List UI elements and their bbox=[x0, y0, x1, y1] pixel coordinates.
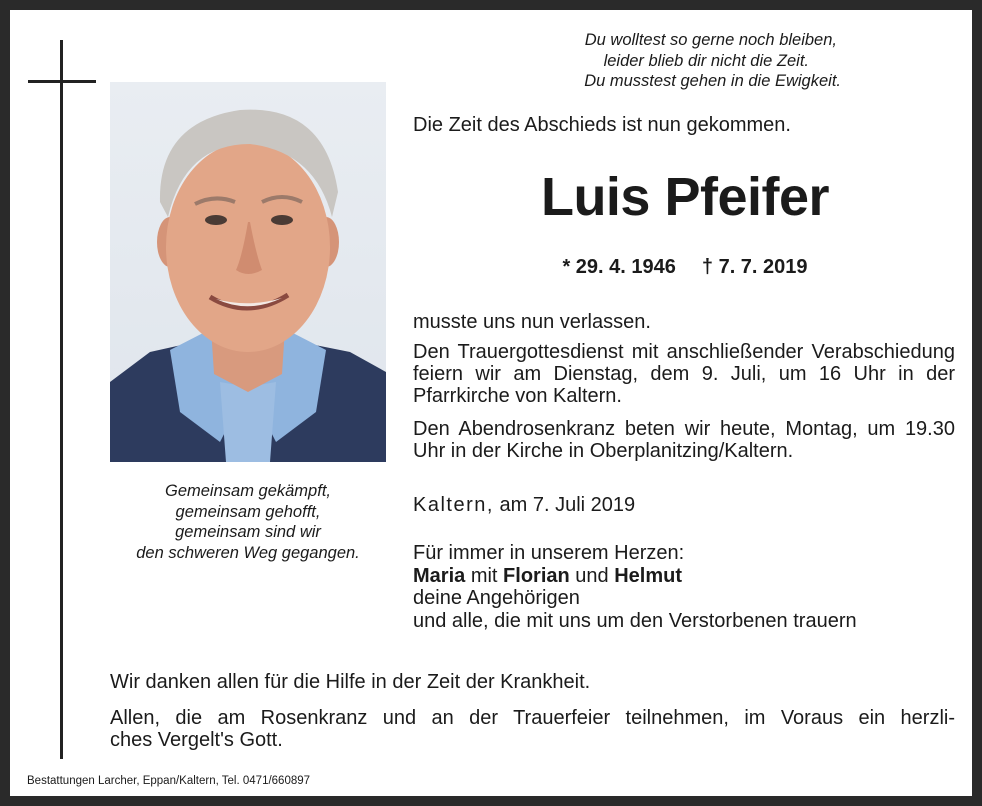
family-names bbox=[413, 565, 857, 588]
funeral-home-footer: Bestattungen Larcher, Eppan/Kaltern, Tel. 0471/660897 bbox=[27, 775, 311, 787]
family-relatives: deine Angehörigen bbox=[413, 587, 580, 609]
caption-line: gemeinsam sind wir bbox=[175, 523, 321, 541]
portrait-illustration bbox=[110, 82, 386, 462]
family-intro: Für immer in unserem Herzen: bbox=[413, 542, 685, 564]
caption-line: den schweren Weg gegangen. bbox=[136, 543, 360, 562]
connector-mit: mit bbox=[470, 564, 498, 587]
thanks-line: ches Vergelt's Gott. bbox=[110, 729, 283, 751]
verse bbox=[415, 30, 955, 92]
deceased-name: Luis Pfeifer bbox=[540, 167, 830, 227]
thanks-rosary-text bbox=[110, 707, 955, 751]
verse-line: Du wolltest so gerne noch bleiben, bbox=[584, 31, 837, 49]
birth-date: * 29. 4. 1946 bbox=[562, 256, 676, 278]
thanks-line: Allen, die am Rosenkranz und an der Trauerfeier teilnehmen, im Voraus ein herzli- bbox=[110, 707, 955, 729]
intro-line: Die Zeit des Abschieds ist nun gekommen. bbox=[413, 114, 791, 136]
verse-line: leider blieb dir nicht die Zeit. bbox=[603, 51, 809, 70]
photo-caption bbox=[106, 481, 390, 563]
family-name-florian: Florian bbox=[503, 564, 570, 587]
death-date: † 7. 7. 2019 bbox=[701, 256, 808, 278]
funeral-service-text: Den Trauergottesdienst mit anschließender Verabschiedung feiern wir am Dienstag, dem 9. Juli, um 16 Uhr in der Pfarrkirche von Kaltern. bbox=[413, 341, 955, 407]
cross-vertical-bar bbox=[60, 40, 63, 759]
caption-line: gemeinsam gehofft, bbox=[175, 502, 321, 521]
place-date bbox=[413, 494, 635, 516]
verse-line: Du musstest gehen in die Ewigkeit. bbox=[584, 72, 841, 90]
rosary-text: Den Abendrosenkranz beten wir heute, Montag, um 19.30 Uhr in der Kirche in Oberplanitzing/Kaltern. bbox=[413, 418, 955, 462]
connector-und: und bbox=[575, 564, 609, 587]
family-signature bbox=[413, 542, 857, 632]
caption-line: Gemeinsam gekämpft, bbox=[165, 482, 331, 500]
portrait-photo bbox=[110, 82, 386, 462]
place-city: Kaltern, bbox=[413, 494, 494, 516]
family-name-maria: Maria bbox=[413, 564, 466, 587]
thanks-text: Wir danken allen für die Hilfe in der Zeit der Krankheit. bbox=[110, 671, 591, 693]
family-mourners: und alle, die mit uns um den Verstorbenen trauern bbox=[413, 609, 857, 632]
family-name-helmut: Helmut bbox=[614, 564, 683, 587]
left-message: musste uns nun verlassen. bbox=[413, 311, 651, 333]
cross-horizontal-bar bbox=[28, 80, 96, 83]
obituary-notice bbox=[10, 10, 972, 796]
life-dates bbox=[415, 256, 955, 279]
place-date-value: am 7. Juli 2019 bbox=[499, 494, 636, 516]
